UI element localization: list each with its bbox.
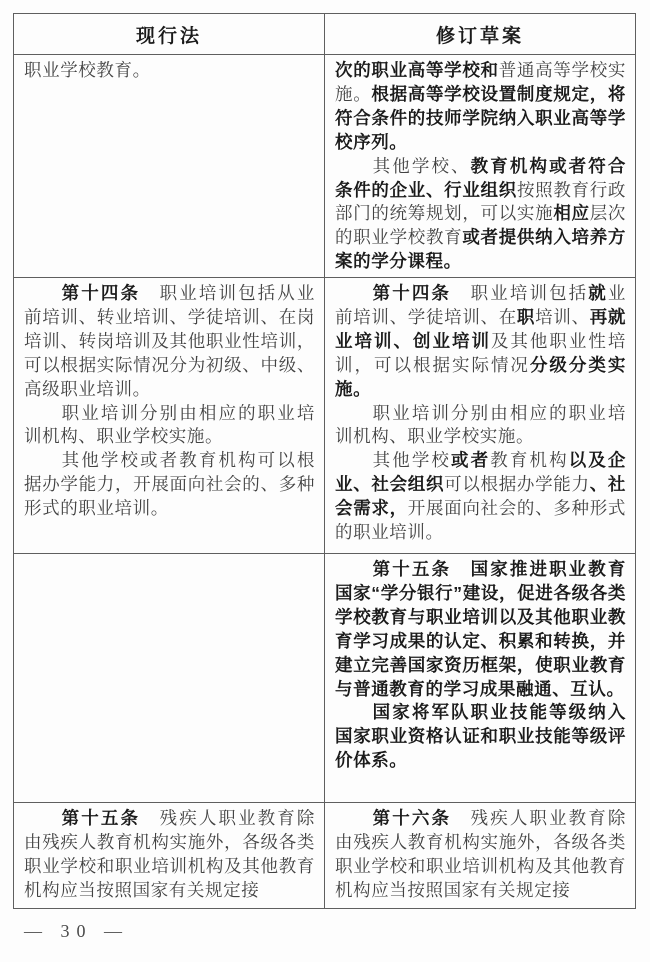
revised-text-run: 以及企业、社会组织 <box>335 450 626 495</box>
paragraph <box>24 807 315 903</box>
paragraph <box>335 59 626 155</box>
revised-text-run: 分级分类实施。 <box>335 354 627 399</box>
original-text-run: 可以根据办学能力 <box>444 474 590 495</box>
revised-text-run: 第十五条 <box>61 808 141 828</box>
original-text-run: 职业培训分别由相应的职业培训机构、职业学校实施。 <box>24 402 315 447</box>
original-text-run: 其他学校或者教育机构可以根据办学能力，开展面向社会的、多种形式的职业培训。 <box>24 450 315 519</box>
page-number: — 30 — <box>24 921 129 941</box>
cell-row2-current-law <box>14 278 325 554</box>
revised-text-run: 再就业培训、创业培训 <box>335 306 626 351</box>
column-header-revised-draft: 修订草案 <box>325 14 635 55</box>
revised-text-run: 次的职业高等学校和 <box>335 60 499 80</box>
paragraph <box>24 449 315 521</box>
cell-row1-revised-draft <box>325 55 635 278</box>
paragraph <box>335 449 626 545</box>
original-text-run: 按照教育行政部门的统筹规划，可以实施 <box>335 179 627 224</box>
revised-text-run: 职 <box>516 306 536 327</box>
revised-text-run: 相应 <box>553 203 590 224</box>
original-text-run: 职业培训包括从业前培训、转业培训、学徒培训、在岗培训、转岗培训及其他职业性培训，可以根据实际情况分为初级、中级、高级职业培训。 <box>24 283 315 399</box>
revised-text-run: 根据高等学校设置制度规定，将符合条件的技师学院纳入职业高等学校序列。 <box>335 83 626 152</box>
original-text-run: 其他学校 <box>372 450 452 471</box>
original-text-run: 业前培训、学徒培训、在 <box>335 283 626 327</box>
revised-text-run: 教育机构或者符合条件的企业、行业组织 <box>335 155 626 200</box>
paragraph <box>24 402 315 450</box>
revised-text-run: 第十六条 <box>372 808 452 828</box>
column-header-current-law: 现行法 <box>14 14 325 55</box>
revised-text-run: 国家将军队职业技能等级纳入国家职业资格认证和职业技能等级评价体系。 <box>335 702 626 771</box>
cell-row1-current-law <box>14 55 325 278</box>
original-text-run: 职业培训分别由相应的职业培训机构、职业学校实施。 <box>335 402 626 447</box>
original-text-run: 及其他职业性培训，可以根据实际情况 <box>335 330 626 375</box>
revised-text-run: 或者 <box>451 450 491 471</box>
paragraph <box>335 155 626 275</box>
paragraph <box>24 282 315 402</box>
revised-text-run: 国家推进职业教育国家“学分银行”建设，促进各级各类学校教育与职业培训以及其他职业教育学习成果的认定、积累和转换，并建立完善国家资历框架，使职业教育与普通教育的学习成果融通、互认。 <box>335 559 626 699</box>
paragraph <box>335 701 626 773</box>
cell-row4-revised-draft <box>325 803 635 908</box>
revised-text-run: 第十五条 <box>372 559 452 579</box>
original-text-run: 其他学校、 <box>372 155 471 176</box>
original-text-run: 开展面向社会的、多种形式的职业培训。 <box>335 498 627 543</box>
law-comparison-table <box>13 13 636 909</box>
paragraph <box>24 59 315 83</box>
cell-row3-current-law <box>14 554 325 803</box>
paragraph <box>335 282 626 402</box>
original-text-run: 培训、 <box>535 306 590 327</box>
revised-text-run: 、社会需求， <box>335 474 626 519</box>
revised-text-run: 第十四条 <box>372 283 452 303</box>
paragraph <box>335 807 626 903</box>
original-text-run: 职业培训包括 <box>451 283 589 303</box>
original-text-run: 层次的职业学校教育 <box>335 203 626 248</box>
cell-row4-current-law <box>14 803 325 908</box>
revised-text-run: 就 <box>588 283 608 303</box>
cell-row3-revised-draft <box>325 554 635 803</box>
revised-text-run: 或者提供纳入培养方案的学分课程。 <box>335 227 627 272</box>
original-text-run: 普通高等学校实施。 <box>335 60 626 104</box>
cell-row2-revised-draft <box>325 278 635 554</box>
original-text-run: 职业学校教育。 <box>24 60 151 80</box>
paragraph <box>335 402 626 450</box>
original-text-run: 教育机构 <box>490 450 569 471</box>
paragraph <box>335 558 626 701</box>
revised-text-run: 第十四条 <box>61 283 141 303</box>
original-text-run: 残疾人职业教育除由残疾人教育机构实施外，各级各类职业学校和职业培训机构及其他教育机构应当按照国家有关规定接 <box>24 808 315 900</box>
original-text-run: 残疾人职业教育除由残疾人教育机构实施外，各级各类职业学校和职业培训机构及其他教育机构应当按照国家有关规定接 <box>335 808 626 900</box>
